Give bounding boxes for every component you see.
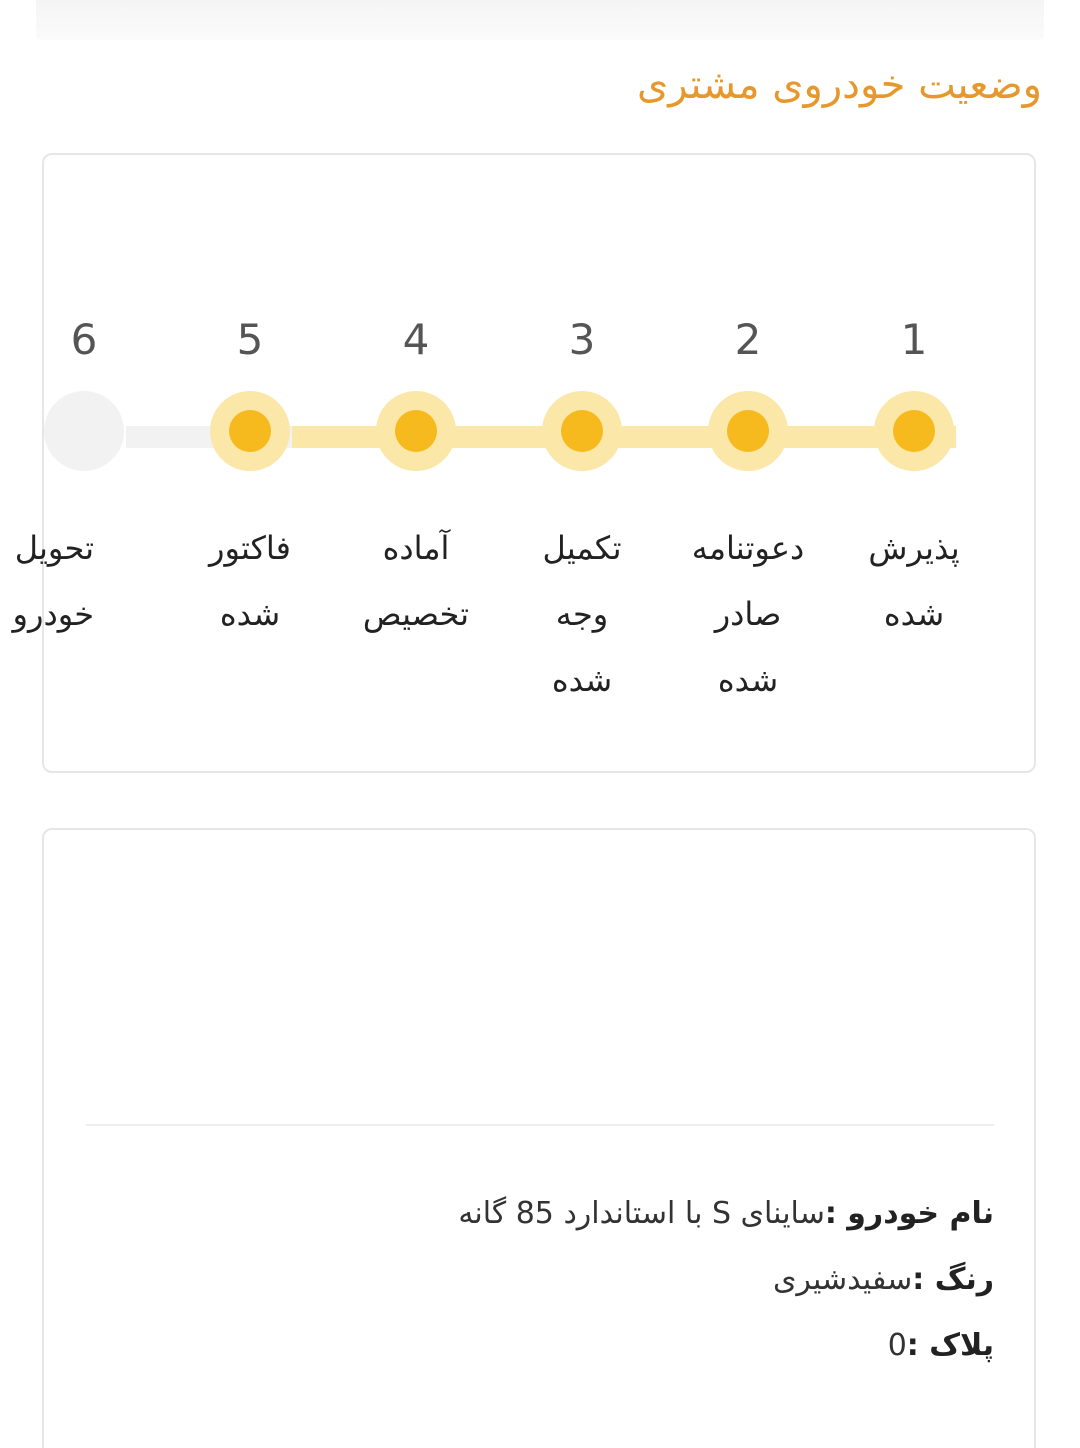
vehicle-color-value: سفیدشیری bbox=[772, 1262, 913, 1297]
step-number: 1 bbox=[900, 315, 928, 364]
step-label: دعوتنامه صادر شده bbox=[691, 529, 805, 699]
step-2[interactable] bbox=[668, 155, 828, 771]
status-card bbox=[12, 153, 1036, 773]
step-3[interactable] bbox=[502, 155, 662, 771]
vehicle-color-label: رنگ : bbox=[912, 1262, 994, 1297]
step-number: 2 bbox=[734, 315, 762, 364]
divider bbox=[86, 1124, 994, 1126]
step-indicator-active bbox=[708, 391, 788, 471]
step-number: 4 bbox=[402, 315, 430, 364]
step-dot bbox=[561, 410, 603, 452]
step-dot bbox=[229, 410, 271, 452]
step-number: 5 bbox=[236, 315, 264, 364]
step-dot bbox=[893, 410, 935, 452]
step-indicator-active bbox=[376, 391, 456, 471]
vehicle-plate-value: 0 bbox=[887, 1328, 907, 1363]
step-6[interactable] bbox=[4, 155, 164, 771]
step-number: 3 bbox=[568, 315, 596, 364]
step-dot bbox=[727, 410, 769, 452]
step-5[interactable] bbox=[170, 155, 330, 771]
step-indicator-active bbox=[542, 391, 622, 471]
step-indicator-active bbox=[210, 391, 290, 471]
step-number: 6 bbox=[70, 315, 98, 364]
step-label: پذیرش شده bbox=[868, 529, 960, 633]
step-indicator-active bbox=[874, 391, 954, 471]
vehicle-color-row bbox=[773, 1262, 994, 1297]
page-title: وضعیت خودروی مشتری bbox=[636, 62, 1042, 108]
vehicle-name-row bbox=[458, 1196, 994, 1231]
step-dot bbox=[395, 410, 437, 452]
step-1[interactable] bbox=[834, 155, 994, 771]
step-label: تکمیل وجه شده bbox=[542, 529, 622, 699]
step-indicator-inactive bbox=[44, 391, 124, 471]
vehicle-name-label: نام خودرو : bbox=[824, 1196, 994, 1231]
vehicle-plate-label: پلاک : bbox=[906, 1328, 994, 1363]
status-stepper bbox=[12, 155, 1034, 771]
step-label: فاکتور شده bbox=[209, 529, 291, 633]
vehicle-name-value: ساینای S با استاندارد 85 گانه bbox=[458, 1196, 825, 1231]
vehicle-plate-row bbox=[888, 1328, 994, 1363]
top-app-bar bbox=[36, 0, 1044, 40]
vehicle-info-card bbox=[42, 828, 1036, 1448]
step-4[interactable] bbox=[336, 155, 496, 771]
step-label: آماده تخصیص bbox=[362, 529, 470, 633]
step-label: تحویل خودرو bbox=[12, 529, 94, 633]
